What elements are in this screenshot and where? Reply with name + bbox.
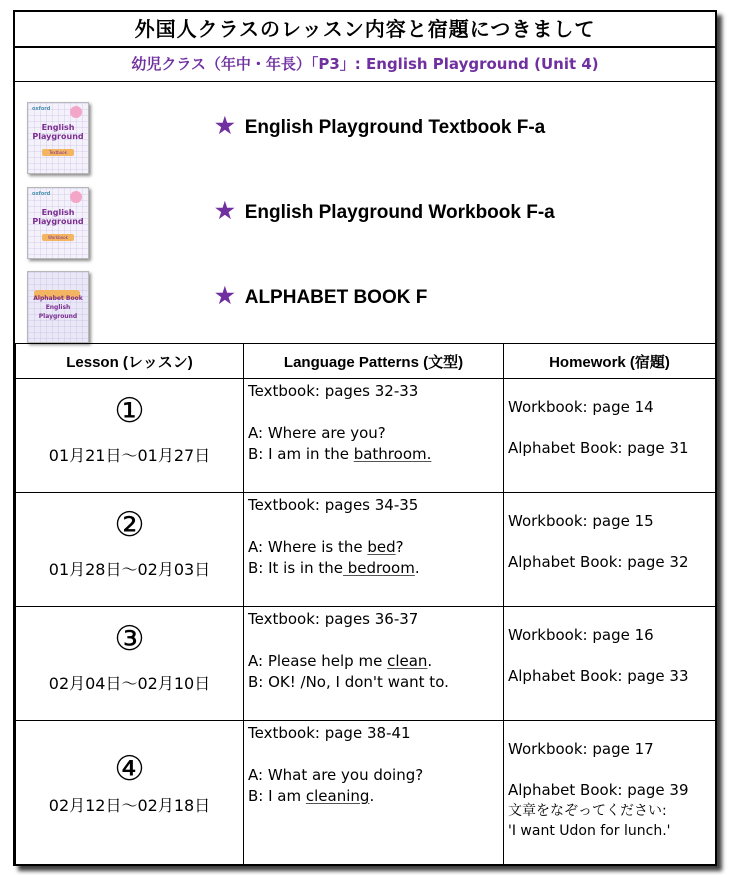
star-icon: ★ xyxy=(215,113,235,138)
textbook-pages: Textbook: pages 34-35 xyxy=(248,496,419,514)
pattern-line-a: A: Please help me clean. xyxy=(248,652,433,670)
pattern-line-b: B: I am in the bathroom. xyxy=(248,445,432,463)
table-row xyxy=(16,493,716,607)
table-row xyxy=(16,721,716,866)
homework-alphabet-book: Alphabet Book: page 31 xyxy=(508,439,689,457)
star-icon: ★ xyxy=(215,198,235,223)
textbook-pages: Textbook: pages 36-37 xyxy=(248,610,419,628)
pattern-line-a: A: Where is the bed? xyxy=(248,538,404,556)
flower-icon xyxy=(70,191,82,203)
pattern-line-b: B: I am cleaning. xyxy=(248,787,375,805)
lesson-number: ① xyxy=(114,391,145,431)
star-icon: ★ xyxy=(215,283,235,308)
alphabet-book-cover-image: Alphabet Book English Playground xyxy=(27,271,89,343)
book-label: English Playground Workbook F-a xyxy=(244,202,555,223)
header-language-patterns: Language Patterns (文型) xyxy=(244,344,504,379)
pattern-cell xyxy=(244,607,504,721)
lesson-cell xyxy=(16,493,244,607)
pattern-cell xyxy=(244,379,504,493)
homework-workbook: Workbook: page 14 xyxy=(508,398,654,416)
book-label: English Playground Textbook F-a xyxy=(244,117,546,138)
homework-alphabet-book: Alphabet Book: page 33 xyxy=(508,667,689,685)
page-subtitle: 幼児クラス（年中・年長）「P3」: English Playground (Unit 4) xyxy=(15,48,715,82)
lesson-table xyxy=(15,343,716,866)
homework-alphabet-book: Alphabet Book: page 39 xyxy=(508,781,689,799)
lesson-dates: 01月21日～01月27日 xyxy=(48,446,211,465)
homework-note: 文章をなぞってください: xyxy=(508,803,667,819)
lesson-cell xyxy=(16,379,244,493)
textbook-pages: Textbook: page 38-41 xyxy=(248,724,411,742)
book-item-workbook xyxy=(215,196,555,226)
pattern-cell xyxy=(244,493,504,607)
pattern-line-a: A: What are you doing? xyxy=(248,766,424,784)
lesson-dates: 02月12日～02月18日 xyxy=(48,796,211,815)
lesson-number: ② xyxy=(114,505,145,545)
homework-sheet xyxy=(13,10,717,866)
pattern-line-a: A: Where are you? xyxy=(248,424,386,442)
lesson-dates: 01月28日～02月03日 xyxy=(48,560,211,579)
homework-cell xyxy=(504,493,716,607)
lesson-cell xyxy=(16,607,244,721)
homework-alphabet-book: Alphabet Book: page 32 xyxy=(508,553,689,571)
flower-icon xyxy=(70,106,82,118)
book-label: ALPHABET BOOK F xyxy=(244,287,428,308)
pattern-cell xyxy=(244,721,504,866)
pattern-line-b: B: OK! /No, I don't want to. xyxy=(248,673,449,691)
lesson-number: ③ xyxy=(114,619,145,659)
table-header-row xyxy=(16,344,716,379)
homework-workbook: Workbook: page 16 xyxy=(508,626,654,644)
homework-workbook: Workbook: page 17 xyxy=(508,740,654,758)
pattern-line-b: B: It is in the bedroom. xyxy=(248,559,420,577)
header-homework: Homework (宿題) xyxy=(504,344,716,379)
table-row xyxy=(16,379,716,493)
book-item-alphabet xyxy=(215,281,427,311)
table-row xyxy=(16,607,716,721)
homework-cell xyxy=(504,607,716,721)
lesson-number: ④ xyxy=(114,749,145,789)
materials-section xyxy=(15,82,715,343)
textbook-pages: Textbook: pages 32-33 xyxy=(248,382,419,400)
workbook-cover-image: oxford English Playground Workbook xyxy=(27,187,89,259)
homework-note-quote: 'I want Udon for lunch.' xyxy=(508,823,671,839)
page-title: 外国人クラスのレッスン内容と宿題につきまして xyxy=(15,12,715,48)
lesson-cell xyxy=(16,721,244,866)
textbook-cover-image: oxford English Playground Textbook xyxy=(27,102,89,174)
homework-cell xyxy=(504,721,716,866)
homework-cell xyxy=(504,379,716,493)
homework-workbook: Workbook: page 15 xyxy=(508,512,654,530)
lesson-dates: 02月04日～02月10日 xyxy=(48,674,211,693)
book-item-textbook xyxy=(215,111,545,141)
header-lesson: Lesson (レッスン) xyxy=(16,344,244,379)
